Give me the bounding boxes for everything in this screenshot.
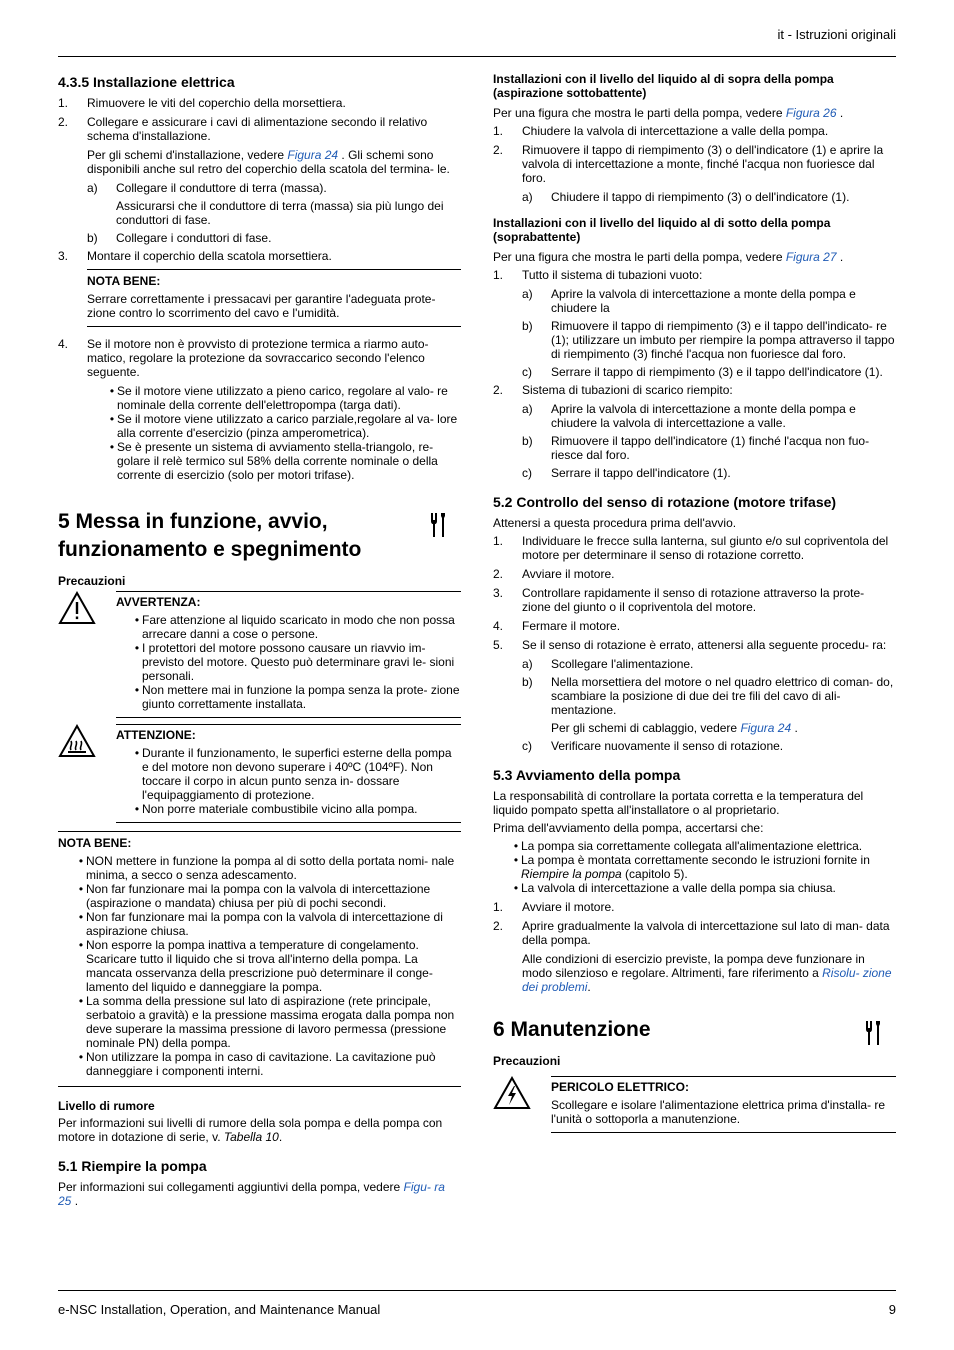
list-item: 1. Avviare il motore. xyxy=(493,900,615,914)
list-item-note: Per gli schemi d'installazione, vedere Figura 24 . Gli schemi sono disponibili anche sul retro del coperchio della scatola del termina- le. xyxy=(87,148,450,176)
noise-text: Per informazioni sui livelli di rumore della sola pompa e della pompa con motore in dotazione di serie, v. Tabella 10. xyxy=(58,1116,443,1144)
list-item: 2. Rimuovere il tappo di riempimento (3) o dell'indicatore (1) e aprire la valvola di intercettazione a monte, finché l'acqua non fuoriesce dal foro. xyxy=(493,143,884,185)
sub-item: a) Chiudere il tappo di riempimento (3) o dell'indicatore (1). xyxy=(522,190,850,204)
noise-title: Livello di rumore xyxy=(58,1099,155,1113)
page-number: 9 xyxy=(888,1302,896,1317)
bullet-item: • La valvola di intercettazione a valle della pompa sia chiusa. xyxy=(513,881,836,895)
list-item: 2. Aprire gradualmente la valvola di intercettazione sul lato di man- data della pompa. xyxy=(493,919,890,947)
electrical-danger-block xyxy=(493,1076,896,1133)
bullet-item: • Non esporre la pompa inattiva a temperature di congelamento. Scaricare tutto il liquido che si trova all'interno della pompa. La mancata osservanza della prescrizione può determinare il conge- lamento del liquido e danneggiare la pompa. xyxy=(78,938,433,994)
section-5-2-intro: Attenersi a questa procedura prima dell'avvio. xyxy=(493,516,737,530)
precautions-label: Precauzioni xyxy=(493,1054,561,1068)
sub-item: b) Rimuovere il tappo di riempimento (3) e il tappo dell'indicato- re (1); utilizzare un imbuto per riempire la pompa attraverso il tappo di riempimento (3) finché l'acqua non fuoriesce dal foro. xyxy=(522,319,895,361)
header-language: it - Istruzioni originali xyxy=(777,27,896,42)
section-5-title: 5 Messa in funzione, avvio, funzionamento e spegnimento xyxy=(58,508,461,564)
bullet-item: • I protettori del motore possono causare un riavvio im- previsto del motore. Questo può determinare gravi le- sioni personali. xyxy=(134,641,455,683)
sub-item: c) Verificare nuovamente il senso di rotazione. xyxy=(522,739,784,753)
list-item: 5. Se il senso di rotazione è errato, attenersi alla seguente procedu- ra: xyxy=(493,638,887,652)
sub-item: a) Aprire la valvola di intercettazione a monte della pompa e chiudere la valvola di intercettazione a valle. xyxy=(522,402,856,430)
figure-24-link[interactable]: Figura 24 xyxy=(740,721,792,735)
note-box xyxy=(58,831,461,1087)
section-5-1-text: Per informazioni sui collegamenti aggiuntivi della pompa, vedere Figu- ra 25 . xyxy=(58,1180,445,1208)
list-item: 4. Fermare il motore. xyxy=(493,619,621,633)
bullet-item: • Non utilizzare la pompa in caso di cavitazione. La cavitazione può danneggiare i componenti interni. xyxy=(78,1050,436,1078)
section-5-3-p2: Prima dell'avviamento della pompa, accertarsi che: xyxy=(493,821,764,835)
sub-item: a) Scollegare l'alimentazione. xyxy=(522,657,694,671)
fill-below-title: Installazioni con il livello del liquido al di sotto della pompa (soprabattente) xyxy=(493,216,831,244)
sub-item: c) Serrare il tappo di riempimento (3) e il tappo dell'indicatore (1). xyxy=(522,365,883,379)
list-item: 3. Controllare rapidamente il senso di rotazione attraverso la prote- zione del giunto o il copriventola del motore. xyxy=(493,586,865,614)
danger-text: Scollegare e isolare l'alimentazione elettrica prima d'installa- re l'unità o sottoporla a manutenzione. xyxy=(551,1098,886,1126)
header-rule xyxy=(58,56,896,57)
warning-triangle-icon xyxy=(58,591,116,718)
list-item: 1. Rimuovere le viti del coperchio della morsettiera. xyxy=(58,96,346,110)
bullet-list xyxy=(107,384,461,482)
bullet-item: • Non mettere mai in funzione la pompa senza la prote- zione giunto correttamente installata. xyxy=(134,683,460,711)
bullet-item: • Durante il funzionamento, le superfici esterne della pompa e del motore non devono superare i 40ºC (104ºF). Non toccare il corpo in alcun punto senza in- dossare l'equipaggiamento di protezione. xyxy=(134,746,452,802)
section-5-3-title: 5.3 Avviamento della pompa xyxy=(493,767,681,783)
wrench-tools-icon xyxy=(864,1020,882,1054)
list-item: 2. Sistema di tubazioni di scarico riempito: xyxy=(493,383,733,397)
list-item: 1. Individuare le frecce sulla lanterna, sul giunto e/o sul copriventola del motore per determinare il senso di rotazione corretto. xyxy=(493,534,889,562)
sub-item: b) Nella morsettiera del motore o nel quadro elettrico di coman- do, scambiare la posizione di due dei tre fili del cavo di ali- mentazione. xyxy=(522,675,894,717)
sub-item: b) Collegare i conduttori di fase. xyxy=(87,231,272,245)
bullet-item: • Non far funzionare mai la pompa con la valvola di intercettazione (aspirazione o mandata) chiusa per più di pochi secondi. xyxy=(78,882,431,910)
footer-rule xyxy=(58,1290,896,1291)
sub-item-note: Per gli schemi di cablaggio, vedere Figura 24 . xyxy=(551,721,798,735)
bullet-item: • Se il motore viene utilizzato a pieno carico, regolare al valo- re nominale della corrente dell'elettropompa (targa dati). xyxy=(109,384,448,412)
wrench-tools-icon xyxy=(429,512,447,546)
sub-item: a) Aprire la valvola di intercettazione a monte della pompa e chiudere la xyxy=(522,287,856,315)
caution-title: ATTENZIONE: xyxy=(116,728,196,742)
fill-above-title: Installazioni con il livello del liquido al di sopra della pompa (aspirazione sottobattente) xyxy=(493,72,834,100)
list-item: 4. Se il motore non è provvisto di protezione termica a riarmo auto- matico, regolare la protezione da sovraccarico secondo l'elenco seguente. xyxy=(58,337,429,379)
figure-24-link[interactable]: Figura 24 xyxy=(287,148,339,162)
list-item: 2. Collegare e assicurare i cavi di alimentazione secondo il relativo schema d'installazione. xyxy=(58,115,428,143)
section-4-3-5-title: 4.3.5 Installazione elettrica xyxy=(58,74,235,90)
figure-26-link[interactable]: Figura 26 xyxy=(785,106,837,120)
bullet-item: • NON mettere in funzione la pompa al di sotto della portata nomi- nale minima, a secco o senza adescamento. xyxy=(78,854,455,882)
section-6-title: 6 Manutenzione xyxy=(493,1016,896,1044)
figure-25-link[interactable]: Figu- ra 25 xyxy=(58,1180,445,1208)
list-item-note: Alle condizioni di esercizio previste, la pompa deve funzionare in modo silenzioso e regolare. Altrimenti, fare riferimento a Risolu- zione dei problemi. xyxy=(522,952,892,994)
bullet-item: • La pompa è montata correttamente secondo le istruzioni fornite in Riempire la pompa (capitolo 5). xyxy=(513,853,870,881)
sub-item: c) Serrare il tappo dell'indicatore (1). xyxy=(522,466,731,480)
sub-item: b) Rimuovere il tappo dell'indicatore (1) finché l'acqua non fuo- riesce dal foro. xyxy=(522,434,870,462)
riempire-la-pompa-ref: Riempire la pompa xyxy=(521,867,622,881)
list-item: 2. Avviare il motore. xyxy=(493,567,615,581)
section-5-1-title: 5.1 Riempire la pompa xyxy=(58,1158,207,1174)
bullet-item: • Fare attenzione al liquido scaricato in modo che non possa arrecare danni a cose o persone. xyxy=(134,613,455,641)
footer-manual-title: e-NSC Installation, Operation, and Maintenance Manual xyxy=(58,1302,381,1317)
list-item: 3. Montare il coperchio della scatola morsettiera. xyxy=(58,249,332,263)
left-column xyxy=(58,72,461,1212)
caution-block xyxy=(58,724,461,823)
bullet-item: • La somma della pressione sul lato di aspirazione (rete principale, serbatoio a gravità) e la pressione massima erogata dalla pompa non deve superare la massima pressione di lavoro permessa (pressione nominale PN) della pompa. xyxy=(78,994,455,1050)
note-title: NOTA BENE: xyxy=(58,836,132,850)
sub-item-note: Assicurarsi che il conduttore di terra (massa) sia più lungo dei conduttori di fase. xyxy=(116,199,444,227)
troubleshooting-link[interactable]: Risolu- zione dei problemi xyxy=(522,966,892,994)
bullet-item: • La pompa sia correttamente collegata all'alimentazione elettrica. xyxy=(513,839,863,853)
note-box xyxy=(87,269,461,327)
danger-title: PERICOLO ELETTRICO: xyxy=(551,1080,689,1094)
precautions-label: Precauzioni xyxy=(58,574,126,588)
sub-item: a) Collegare il conduttore di terra (massa). xyxy=(87,181,327,195)
bullet-item: • Se il motore viene utilizzato a carico parziale,regolare al va- lore alla corrente d'esercizio (pinza amperometrica). xyxy=(109,412,458,440)
bullet-item: • Non far funzionare mai la pompa con la valvola di intercettazione di aspirazione chiusa. xyxy=(78,910,443,938)
section-5-3-p1: La responsabilità di controllare la portata corretta e la temperatura del liquido pompato spetta all'installatore o al proprietario. xyxy=(493,789,864,817)
section-5-2-title: 5.2 Controllo del senso di rotazione (motore trifase) xyxy=(493,494,837,510)
note-title: NOTA BENE: xyxy=(87,274,161,288)
right-column xyxy=(493,72,896,1139)
note-text: Serrare correttamente i pressacavi per garantire l'adeguata prote- zione contro lo scorrimento del cavo e l'umidità. xyxy=(87,292,436,320)
fill-above-intro: Per una figura che mostra le parti della pompa, vedere Figura 26 . xyxy=(493,106,844,120)
figure-27-link[interactable]: Figura 27 xyxy=(785,250,837,264)
list-item: 1. Tutto il sistema di tubazioni vuoto: xyxy=(493,268,703,282)
bullet-item: • Se è presente un sistema di avviamento stella-triangolo, re- golare il relè termico sul 58% della corrente nominale o della corrente di esercizio (solo per motori trifase). xyxy=(109,440,438,482)
bullet-list xyxy=(511,839,896,895)
hot-surface-icon xyxy=(58,724,116,823)
fill-below-intro: Per una figura che mostra le parti della pompa, vedere Figura 27 . xyxy=(493,250,844,264)
bullet-item: • Non porre materiale combustibile vicino alla pompa. xyxy=(134,802,418,816)
warning-title: AVVERTENZA: xyxy=(116,595,201,609)
warning-block xyxy=(58,591,461,718)
electrical-hazard-icon xyxy=(493,1076,551,1133)
table-10-ref: Tabella 10 xyxy=(223,1130,279,1144)
list-item: 1. Chiudere la valvola di intercettazione a valle della pompa. xyxy=(493,124,829,138)
